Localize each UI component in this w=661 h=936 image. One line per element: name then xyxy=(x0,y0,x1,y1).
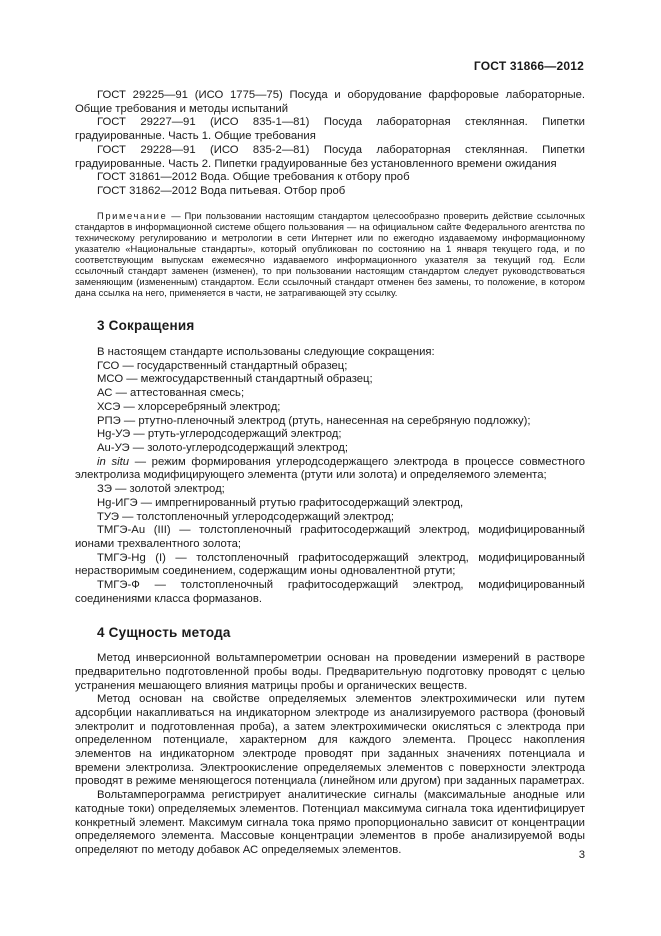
in-situ-definition: — режим формирования углеродсодержащего электрода в процессе совместного электролиза модифицирующего элемента (ртути или золота) и определяемого элемента; xyxy=(75,455,586,482)
reference-item: ГОСТ 29227—91 (ИСО 835-1—81) Посуда лабораторная стеклянная. Пипетки градуированные. Часть 1. Общие требования xyxy=(75,116,585,143)
reference-item: ГОСТ 29228—91 (ИСО 835-2—81) Посуда лабораторная стеклянная. Пипетки градуированные. Часть 2. Пипетки градуированные без установленного времени ожидания xyxy=(75,143,585,170)
abbreviation-item: ТМГЭ-Hg (I) — толстопленочный графитосодержащий электрод, модифицированный нерастворимым соединением, содержащим ионы одновалентной ртути; xyxy=(75,551,585,578)
in-situ-term: in situ xyxy=(97,455,130,468)
abbreviation-item: АС — аттестованная смесь; xyxy=(97,387,245,400)
reference-item: ГОСТ 31862—2012 Вода питьевая. Отбор проб xyxy=(97,184,346,197)
abbreviations-list xyxy=(75,346,585,606)
abbreviation-item: МСО — межгосударственный стандартный образец; xyxy=(97,373,373,386)
section-3-heading: 3 Сокращения xyxy=(97,318,195,334)
section-4-heading: 4 Сущность метода xyxy=(97,625,231,641)
abbreviation-item: ЗЭ — золотой электрод; xyxy=(97,483,225,496)
reference-note xyxy=(75,210,585,299)
abbreviation-item: ТМГЭ-Au (III) — толстопленочный графитосодержащий электрод, модифицированный ионами трехвалентного золота; xyxy=(75,524,585,550)
reference-item: ГОСТ 31861—2012 Вода. Общие требования к отбору проб xyxy=(97,171,410,184)
note-label: Примечание xyxy=(97,209,168,221)
abbreviation-item-in-situ xyxy=(75,456,585,483)
abbreviation-item: Au-УЭ — золото-углеродсодержащий электрод; xyxy=(97,442,348,454)
page-content xyxy=(75,89,585,858)
abbreviation-item: Hg-ИГЭ — импрегнированный ртутью графитосодержащий электрод, xyxy=(97,496,464,509)
abbreviations-intro: В настоящем стандарте использованы следующие сокращения: xyxy=(97,346,435,359)
method-paragraph: Метод основан на свойстве определяемых элементов электрохимически или путем адсорбции накапливаться на индикаторном электроде из анализируемого раствора (фоновый электролит и подготовленная проба), а затем электрохимически окисляться с электрода при определенном потенциале, характерном для каждого элемента. Процесс накопления элементов на индикаторном электроде проводят при заданных значениях потенциала и времени электролиза. Электроокисление определяемых элементов с поверхности электрода проводят в режиме меняющегося потенциала (линейном или другом) при заданных параметрах. xyxy=(75,693,585,788)
method-description xyxy=(75,652,585,858)
method-paragraph: Вольтамперограмма регистрирует аналитические сигналы (максимальные анодные или катодные токи) определяемых элементов. Потенциал максимума сигнала тока идентифицирует конкретный элемент. Максимум сигнала тока прямо пропорционально зависит от концентрации определяемого элемента. Массовые концентрации элементов в пробе анализируемой воды определяют по методу добавок АС определяемых элементов. xyxy=(75,789,585,856)
document-code-header: ГОСТ 31866—2012 xyxy=(473,59,584,73)
reference-item: ГОСТ 29225—91 (ИСО 1775—75) Посуда и оборудование фарфоровые лабораторные. Общие требования и методы испытаний xyxy=(75,89,585,115)
note-text: — При пользовании настоящим стандартом целесообразно проверить действие ссылочных стандартов в информационной системе общего пользования — на официальном сайте Федерального агентства по техническому регулированию и метрологии в сети Интернет или по ежегодно издаваемому информационному указателю «Национальные стандарты», который опубликован по состоянию на 1 января текущего года, и по соответствующим выпускам ежемесячно издаваемого информационного указателя за текущий год. Если ссылочный стандарт заменен (изменен), то при пользовании настоящим стандартом следует руководствоваться заменяющим (измененным) стандартом. Если ссылочный стандарт отменен без замены, то положение, в котором дана ссылка на него, применяется в части, не затрагивающей эту ссылку. xyxy=(75,209,585,299)
page-number: 3 xyxy=(578,849,585,861)
method-paragraph: Метод инверсионной вольтамперометрии основан на проведении измерений в растворе предварительно подготовленной пробы воды. Предварительную подготовку проводят с целью устранения мешающего влияния матрицы пробы и органических веществ. xyxy=(75,652,585,692)
abbreviation-item: ТМГЭ-Ф — толстопленочный графитосодержащий электрод, модифицированный соединениями класса формазанов. xyxy=(75,579,585,605)
abbreviation-item: РПЭ — ртутно-пленочный электрод (ртуть, нанесенная на серебряную подложку); xyxy=(97,414,531,427)
abbreviation-item: ХСЭ — хлорсеребряный электрод; xyxy=(97,400,281,413)
abbreviation-item: Hg-УЭ — ртуть-углеродсодержащий электрод; xyxy=(97,428,342,441)
references-list xyxy=(75,89,585,199)
abbreviation-item: ТУЭ — толстопленочный углеродсодержащий электрод; xyxy=(97,510,394,523)
abbreviation-item: ГСО — государственный стандартный образец; xyxy=(97,359,348,372)
